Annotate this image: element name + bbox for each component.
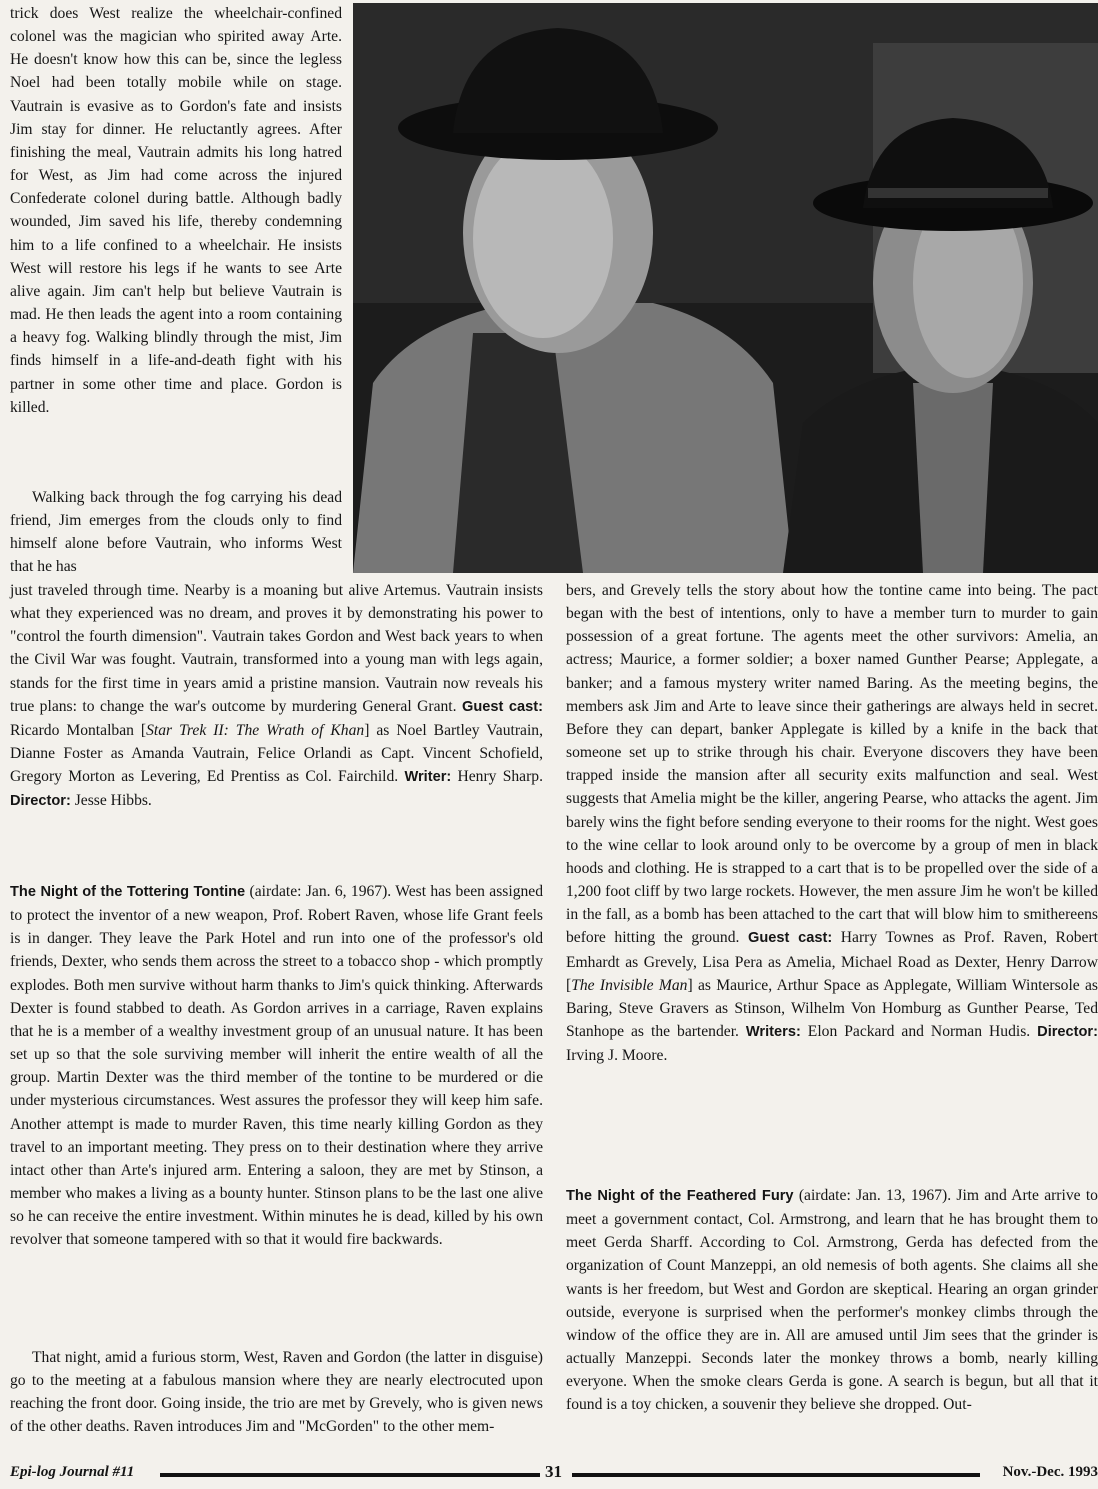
footer-rule	[572, 1473, 980, 1477]
episode-entry	[566, 1184, 1098, 1417]
episode-entry	[10, 880, 543, 1252]
article-paragraph: That night, amid a furious storm, West, Raven and Gordon (the latter in disguise) go to the meeting at a fabulous mansion where they are nearly electrocuted upon reaching the front door. Going inside, the trio are met by Grevely, who is given news of the other deaths. Raven introduces Jim and "McGorden" to the other mem-	[10, 1349, 543, 1436]
film-title: Star Trek II: The Wrath of Khan	[146, 721, 365, 739]
article-paragraph: trick does West realize the wheelchair-confined colonel was the magician who spirited away Arte. He doesn't know how this can be, since the legless Noel had been totally mobile while on stage. Vautrain is evasive as to Gordon's fate and insists Jim stay for dinner. He reluctantly agrees. After finishing the meal, Vautrain admits his long hatred for West, as Jim had come across the injured Confederate colonel during battle. Although badly wounded, Jim saved his life, thereby condemning him to a life confined to a wheelchair. He insists West will restore his legs if he wants to see Arte alive again. Jim can't help but believe Vautrain is mad. He then leads the agent into a room containing a heavy fog. Walking blindly through the mist, Jim finds himself in a life-and-death fight with his partner in some other time and place. Gordon is killed.	[10, 5, 342, 416]
credit-text: Henry Sharp.	[457, 768, 543, 786]
issue-date: Nov.-Dec. 1993	[1002, 1464, 1098, 1480]
credit-text: ] as Maurice, Arthur Space as Applegate, William Wintersole as Baring, Steve Gravers as Stinson, Wilhelm Von Homburg as Gunther Pearse, Ted Stanhope as the bartender.	[566, 976, 1098, 1040]
episode-heading: The Night of the Feathered Fury	[566, 1188, 794, 1204]
film-title: The Invisible Man	[571, 976, 688, 994]
footer-rule	[160, 1473, 540, 1477]
body-text: just traveled through time. Nearby is a moaning but alive Artemus. Vautrain insists what they experienced was no dream, and proves it by demonstrating his power to "control the fourth dimension". Vautrain takes Gordon and West back years to when the Civil War was fought. Vautrain, transformed into a young man with legs again, stands for the first time in years amid a pristine mansion. Vautrain now reveals his true plans: to change the war's outcome by murdering General Grant.	[10, 582, 543, 715]
photo-illustration	[353, 3, 1098, 573]
credit-text: Harry Townes as Prof. Raven, Robert Emhardt as Grevely, Lisa Pera as Amelia, Michael Road as Dexter, Henry Darrow [	[566, 929, 1098, 994]
body-text: (airdate: Jan. 13, 1967). Jim and Arte arrive to meet a government contact, Col. Armstrong, and learn that he has brought them to meet Gerda Sharff. According to Col. Armstrong, Gerda has defected from the organization of Count Manzeppi, an old nemesis of both agents. She claims all she wants is her freedom, but West and Gordon are skeptical. Hearing an organ grinder outside, everyone is surprised when the performer's monkey climbs through the window of the office they are in. All are amused until Jim sees that the grinder is actually Manzeppi. Seconds later the monkey throws a bomb, nearly killing everyone. When the smoke clears Gerda is gone. A search is begun, but all that it found is a toy chicken, a souvenir they believe she dropped. Out-	[566, 1187, 1098, 1414]
credit-label: Writer:	[404, 769, 452, 786]
article-paragraph: Walking back through the fog carrying his dead friend, Jim emerges from the clouds only to find himself alone before Vautrain, who informs West that he has	[10, 489, 342, 576]
page-number: 31	[545, 1462, 562, 1481]
article-paragraph	[566, 579, 1098, 1067]
body-text: bers, and Grevely tells the story about how the tontine came into being. The pact began with the best of intentions, only to have a member turn to murder to gain possession of a great fortune. The agents meet the other survivors: Amelia, an actress; Maurice, a former soldier; a boxer named Gunther Pearse; Applegate, a banker; and a famous mystery writer named Baring. As the meeting begins, the members ask Jim and Arte to leave since their gatherings are always held in secret. Before they can depart, banker Applegate is killed by a knife in the back that someone set up to strike through his chair. Everyone discovers they have been trapped inside the mansion after all security exits malfunction and seal. West suggests that Amelia might be the killer, angering Pearse, who attacks the agent. Jim barely wins the fight before sending everyone to their rooms for the night. West goes to the wine cellar to look around only to be overcome by a group of men in black hoods and clothing. He is strapped to a cart that is to be propelled over the side of a 1,200 foot cliff by two large rockets. However, the men assure Jim he won't be killed in the fall, as a bomb has been attached to the cart that will blow him to smithereens before hitting the ground.	[566, 582, 1098, 947]
credit-text: Irving J. Moore.	[566, 1047, 668, 1065]
credit-text: Jesse Hibbs.	[74, 792, 152, 810]
credit-label: Director:	[10, 793, 71, 810]
episode-still-photo	[353, 3, 1098, 573]
credit-label: Writers:	[745, 1023, 801, 1040]
credit-text: Elon Packard and Norman Hudis.	[807, 1022, 1031, 1040]
body-text: (airdate: Jan. 6, 1967). West has been assigned to protect the inventor of a new weapon, Prof. Robert Raven, whose life Grant feels is in danger. They leave the Park Hotel and run into one of the professor's old friends, Dexter, who sends them across the street to a tobacco shop - which promptly explodes. Both men survive without harm thanks to Jim's quick thinking. Afterwards Dexter is found stabbed to death. As Gordon arrives in a carriage, Raven explains that he is a member of a wealthy investment group of an unusual nature. It has been set up so that the sole surviving member will inherit the entire wealth of all the group. Martin Dexter was the third member of the tontine to be murdered or die under mysterious circumstances. West assures the professor they will keep him safe. Another attempt is made to murder Raven, this time nearly killing Gordon as they travel to an important meeting. They press on to their destination where they arrive intact other than Arte's injured arm. Entering a saloon, they are met by Stinson, a member who makes a living as a bounty hunter. Stinson plans to be the last one alive so he can receive the entire investment. Within minutes he is dead, killed by his own revolver that someone tampered with so that it would fire backwards.	[10, 883, 544, 1249]
credit-text: Ricardo Montalban [	[10, 721, 147, 739]
episode-heading: The Night of the Tottering Tontine	[10, 884, 246, 900]
credit-text: ] as Noel Bartley Vautrain, Dianne Foster as Amanda Vautrain, Felice Orlandi as Capt. Vincent Schofield, Gregory Morton as Levering, Ed Prentiss as Col. Fairchild.	[10, 721, 543, 786]
credit-label: Guest cast:	[461, 698, 543, 715]
credit-label: Guest cast:	[748, 930, 833, 947]
article-paragraph	[10, 579, 543, 814]
credit-label: Director:	[1037, 1023, 1098, 1040]
journal-title: Epi-log Journal #11	[10, 1464, 135, 1480]
page-footer	[10, 1464, 1098, 1486]
